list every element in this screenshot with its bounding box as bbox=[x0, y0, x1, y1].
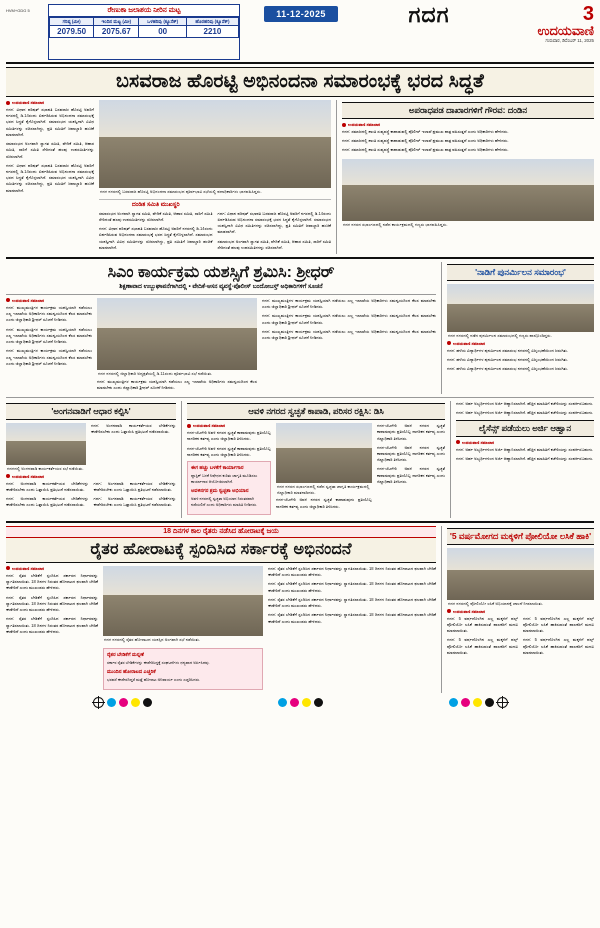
bullet-icon bbox=[6, 474, 10, 478]
bottom-body1: ಗದಗ: ರೈತರ ಬೇಡಿಕೆಗೆ ಸ್ಪಂದಿಸಿದ ಸರ್ಕಾರದ ನಿರ್ಧಾರವನ್ನು ಸ್ವಾಗತಿಸಲಾಯಿತು. 18 ದಿನಗಳ ನಿರಂತರ ಹೋರಾಟದ ಫಲವಾಗಿ ಬೇಡಿಕೆ ಈಡೇರಿದೆ ಎಂದು ಮುಖಂಡರು ಹೇಳಿದರು. bbox=[6, 572, 98, 591]
col-a-byline-label: ಉದಯವಾಣಿ ಸಮಾಚಾರ bbox=[12, 473, 45, 479]
side-mid-body1: ಗದಗ: ಹಳೆಯ ವಿದ್ಯಾರ್ಥಿಗಳ ಪುನರ್ಮಿಲನ ಸಮಾರಂಭ ನಗರದಲ್ಲಿ ವಿಜೃಂಭಣೆಯಿಂದ ಜರುಗಿತು. bbox=[447, 347, 569, 353]
bottom-right-photo bbox=[447, 548, 594, 600]
side-low-byline-label: ಉದಯವಾಣಿ ಸಮಾಚಾರ bbox=[462, 439, 495, 445]
section2-col3 bbox=[262, 298, 436, 394]
side-mid-body3: ಗದಗ: ಹಳೆಯ ವಿದ್ಯಾರ್ಥಿಗಳ ಪುನರ್ಮಿಲನ ಸಮಾರಂಭ ನಗರದಲ್ಲಿ ವಿಜೃಂಭಣೆಯಿಂದ ಜರುಗಿತು. bbox=[447, 366, 569, 372]
col-b-photo-caption: ಗದಗ ನಗರದ ಸಭಾಂಗಣದಲ್ಲಿ ನಡೆದ ಸ್ವಚ್ಛತಾ ಜಾಗೃತಿ ಕಾರ್ಯಕ್ರಮದಲ್ಲಿ ಜಿಲ್ಲಾಧಿಕಾರಿ ಮಾತನಾಡಿದರು. bbox=[277, 484, 370, 495]
bottom-kicker: 18 ದಿನಗಳ ಕಾಲ ರೈತರು ನಡೆಸಿದ ಹೋರಾಟಕ್ಕೆ ಜಯ bbox=[6, 526, 436, 538]
color-swatch-magenta bbox=[290, 698, 299, 707]
col-b-body2: ಗದಗ-ಬೆಟಗೇರಿ ಅವಳಿ ನಗರದ ಸ್ವಚ್ಛತೆ ಕಾಪಾಡುವುದು ಪ್ರತಿಯೊಬ್ಬ ನಾಗರಿಕನ ಕರ್ತವ್ಯ ಎಂದು ಜಿಲ್ಲಾಧಿಕಾರಿ ತಿಳಿಸಿದರು. bbox=[187, 445, 271, 457]
side-top-photo-caption: ಗದಗ ನಗರದ ಸಭಾಂಗಣದಲ್ಲಿ ನಡೆದ ಕಾರ್ಯಕ್ರಮದಲ್ಲಿ ಗಣ್ಯರು ಭಾಗವಹಿಸಿದ್ದರು. bbox=[343, 221, 448, 227]
bottom-highlight-box bbox=[103, 648, 263, 690]
lead-sub-col2 bbox=[218, 202, 332, 254]
side-top-body2: ಗದಗ: ಸಮಾಜದಲ್ಲಿ ಶಾಂತಿ ಸುವ್ಯವಸ್ಥೆ ಕಾಪಾಡುವಲ್ಲಿ ಪೊಲೀಸ್ ಇಲಾಖೆ ಪ್ರಮುಖ ಪಾತ್ರ ವಹಿಸುತ್ತದೆ ಎಂದು ಅಧಿಕಾರಿಗಳು ಹೇಳಿದರು. bbox=[342, 138, 509, 144]
bottom-right-byline bbox=[447, 609, 594, 614]
reservoir-val-max: 2079.50 bbox=[50, 26, 94, 38]
bottom-right-body3: ಗದಗ: 5 ವರ್ಷದೊಳಗಿನ ಎಲ್ಲ ಮಕ್ಕಳಿಗೆ ಪಲ್ಸ್ ಪೋಲಿಯೋ ಲಸಿಕೆ ಹಾಕಿಸುವಂತೆ ಪಾಲಕರಿಗೆ ಮನವಿ ಮಾಡಲಾಯಿತು. bbox=[523, 615, 594, 634]
bottom-body7: ಗದಗ: ರೈತರ ಬೇಡಿಕೆಗೆ ಸ್ಪಂದಿಸಿದ ಸರ್ಕಾರದ ನಿರ್ಧಾರವನ್ನು ಸ್ವಾಗತಿಸಲಾಯಿತು. 18 ದಿನಗಳ ನಿರಂತರ ಹೋರಾಟದ ಫಲವಾಗಿ ಬೇಡಿಕೆ ಈಡೇರಿದೆ ಎಂದು ಮುಖಂಡರು ಹೇಳಿದರು. bbox=[268, 612, 436, 624]
lead-sub-col1 bbox=[99, 202, 213, 254]
issue-date-label: 11-12-2025 bbox=[264, 6, 338, 22]
side-mid-byline bbox=[447, 341, 594, 346]
col-b-box-text-1: ಪ್ಲಾಸ್ಟಿಕ್ ಬಳಕೆ ನಿಷೇಧದ ಕುರಿತು ಜಾಗೃತಿ ಮೂಡಿಸಲು ಕಾರ್ಯಾಗಾರ ಆಯೋಜಿಸಲಾಗಿದೆ. bbox=[191, 472, 258, 484]
color-swatch-cyan bbox=[449, 698, 458, 707]
bullet-icon bbox=[447, 341, 451, 345]
lead-sub-body4: ಸಮಾರಂಭದ ಅಂಗವಾಗಿ ಸ್ವಾಗತ ಸಮಿತಿ, ವೇದಿಕೆ ಸಮಿತಿ, ಆಹಾರ ಸಮಿತಿ, ಸಾರಿಗೆ ಸಮಿತಿ ಸೇರಿದಂತೆ ಹಲವು ಉಪಸಮಿತಿಗಳನ್ನು ರಚಿಸಲಾಗಿದೆ. bbox=[217, 238, 331, 250]
side-top-byline bbox=[342, 122, 594, 127]
lead-byline bbox=[6, 100, 94, 105]
page-number: 3 bbox=[582, 3, 594, 25]
section2-col1 bbox=[6, 298, 92, 394]
side-top-photo bbox=[342, 159, 594, 221]
col-a-body3: ಗದಗ: ಅಂಗನವಾಡಿ ಕಾರ್ಯಕರ್ತೆಯರ ಬೇಡಿಕೆಗಳನ್ನು ಈಡೇರಿಸಬೇಕು ಎಂದು ಒತ್ತಾಯಿಸಿ ಪ್ರತಿಭಟನೆ ನಡೆಸಲಾಯಿತು. bbox=[93, 480, 176, 492]
bottom-box-title-1: ರೈತರ ಬೇಡಿಕೆಗೆ ಮನ್ನಣೆ bbox=[107, 651, 144, 658]
lead-body-p1: ಗದಗ: ವಿಧಾನ ಪರಿಷತ್ ಸಭಾಪತಿ ಬಸವರಾಜ ಹೊರಟ್ಟಿ ಅವರಿಗೆ ನಗರದಲ್ಲಿ ಡಿ.14ರಂದು ಏರ್ಪಡಿಸಿರುವ ಅಭಿನಂದನಾ ಸಮಾರಂಭಕ್ಕೆ ಭರದ ಸಿದ್ಧತೆ ಕೈಗೊಳ್ಳಲಾಗಿದೆ. ಸಮಾರಂಭದ ಯಶಸ್ವಿಗಾಗಿ ವಿವಿಧ ಸಮಿತಿಗಳನ್ನು ರಚಿಸಲಾಗಿದ್ದು, ಪ್ರತಿ ಸಮಿತಿಗೆ ಜವಾಬ್ದಾರಿ ಹಂಚಿಕೆ ಮಾಡಲಾಗಿದೆ. bbox=[6, 107, 94, 137]
col-a-body4: ಗದಗ: ಅಂಗನವಾಡಿ ಕಾರ್ಯಕರ್ತೆಯರ ಬೇಡಿಕೆಗಳನ್ನು ಈಡೇರಿಸಬೇಕು ಎಂದು ಒತ್ತಾಯಿಸಿ ಪ್ರತಿಭಟನೆ ನಡೆಸಲಾಯಿತು. bbox=[93, 496, 176, 508]
col-a-byline bbox=[6, 474, 176, 479]
side-top-headline: ಅಪರಾಧಪಡ ದಾಖಾರಗಳಿಗೆ ಗೌರವ: ದಂಡಿನ bbox=[342, 102, 594, 119]
bottom-block bbox=[6, 526, 594, 693]
color-registration-bar bbox=[6, 693, 594, 710]
col-b-body6: ಗದಗ-ಬೆಟಗೇರಿ ಅವಳಿ ನಗರದ ಸ್ವಚ್ಛತೆ ಕಾಪಾಡುವುದು ಪ್ರತಿಯೊಬ್ಬ ನಾಗರಿಕನ ಕರ್ತವ್ಯ ಎಂದು ಜಿಲ್ಲಾಧಿಕಾರಿ ತಿಳಿಸಿದರು. bbox=[377, 466, 445, 484]
lead-sub-body2: ಗದಗ: ವಿಧಾನ ಪರಿಷತ್ ಸಭಾಪತಿ ಬಸವರಾಜ ಹೊರಟ್ಟಿ ಅವರಿಗೆ ನಗರದಲ್ಲಿ ಡಿ.14ರಂದು ಏರ್ಪಡಿಸಿರುವ ಅಭಿನಂದನಾ ಸಮಾರಂಭಕ್ಕೆ ಭರದ ಸಿದ್ಧತೆ ಕೈಗೊಳ್ಳಲಾಗಿದೆ. ಸಮಾರಂಭದ ಯಶಸ್ವಿಗಾಗಿ ವಿವಿಧ ಸಮಿತಿಗಳನ್ನು ರಚಿಸಲಾಗಿದ್ದು, ಪ್ರತಿ ಸಮಿತಿಗೆ ಜವಾಬ್ದಾರಿ ಹಂಚಿಕೆ ಮಾಡಲಾಗಿದೆ. bbox=[99, 226, 213, 250]
color-swatch-cyan bbox=[107, 698, 116, 707]
reservoir-val-outflow: 2210 bbox=[186, 26, 238, 38]
lead-text-column bbox=[6, 100, 94, 254]
bottom-body2: ಗದಗ: ರೈತರ ಬೇಡಿಕೆಗೆ ಸ್ಪಂದಿಸಿದ ಸರ್ಕಾರದ ನಿರ್ಧಾರವನ್ನು ಸ್ವಾಗತಿಸಲಾಯಿತು. 18 ದಿನಗಳ ನಿರಂತರ ಹೋರಾಟದ ಫಲವಾಗಿ ಬೇಡಿಕೆ ಈಡೇರಿದೆ ಎಂದು ಮುಖಂಡರು ಹೇಳಿದರು. bbox=[6, 594, 98, 613]
section2-byline bbox=[6, 298, 92, 303]
bottom-right-story bbox=[441, 526, 594, 693]
reservoir-col-outflow: ಹೊರಹರಿವು (ಕ್ಯೂಸೆಕ್) bbox=[186, 18, 238, 26]
col-a-body1: ಗದಗ: ಅಂಗನವಾಡಿ ಕಾರ್ಯಕರ್ತೆಯರ ಬೇಡಿಕೆಗಳನ್ನು ಈಡೇರಿಸಬೇಕು ಎಂದು ಒತ್ತಾಯಿಸಿ ಪ್ರತಿಭಟನೆ ನಡೆಸಲಾಯಿತು. bbox=[6, 480, 89, 492]
city-name: ಗದಗ bbox=[408, 2, 450, 27]
lead-body-p2: ಸಮಾರಂಭದ ಅಂಗವಾಗಿ ಸ್ವಾಗತ ಸಮಿತಿ, ವೇದಿಕೆ ಸಮಿತಿ, ಆಹಾರ ಸಮಿತಿ, ಸಾರಿಗೆ ಸಮಿತಿ ಸೇರಿದಂತೆ ಹಲವು ಉಪಸಮಿತಿಗಳನ್ನು ರಚಿಸಲಾಗಿದೆ. bbox=[6, 141, 94, 159]
reservoir-table bbox=[48, 4, 240, 60]
col-a-body2: ಗದಗ: ಅಂಗನವಾಡಿ ಕಾರ್ಯಕರ್ತೆಯರ ಬೇಡಿಕೆಗಳನ್ನು ಈಡೇರಿಸಬೇಕು ಎಂದು ಒತ್ತಾಯಿಸಿ ಪ್ರತಿಭಟನೆ ನಡೆಸಲಾಯಿತು. bbox=[6, 496, 89, 508]
section2-body7: ಗದಗ: ಮುಖ್ಯಮಂತ್ರಿಗಳ ಕಾರ್ಯಕ್ರಮ ಯಶಸ್ವಿಯಾಗಿ ನಡೆಯಲು ಎಲ್ಲ ಇಲಾಖೆಯ ಅಧಿಕಾರಿಗಳು ಸಮನ್ವಯದಿಂದ ಕೆಲಸ ಮಾಡಬೇಕು ಎಂದು ಜಿಲ್ಲಾಧಿಕಾರಿ ಶ್ರೀಧರ್ ಸೂಚನೆ ನೀಡಿದರು. bbox=[262, 328, 436, 341]
side-low-body2: ಗದಗ: ಅರ್ಹ ಅಭ್ಯರ್ಥಿಗಳಿಂದ ಅರ್ಜಿ ಆಹ್ವಾನಿಸಲಾಗಿದೆ. ಹೆಚ್ಚಿನ ಮಾಹಿತಿಗೆ ಕಚೇರಿಯನ್ನು ಸಂಪರ್ಕಿಸಬಹುದು. bbox=[456, 455, 594, 461]
col-b-highlight-box bbox=[187, 461, 271, 515]
lead-headline: ಬಸವರಾಜ ಹೊರಟ್ಟಿ ಅಭಿನಂದನಾ ಸಮಾರಂಭಕ್ಕೆ ಭರದ ಸಿದ್ಧತೆ bbox=[115, 71, 485, 92]
bottom-byline-label: ಉದಯವಾಣಿ ಸಮಾಚಾರ bbox=[12, 565, 45, 571]
side-low-body1: ಗದಗ: ಅರ್ಹ ಅಭ್ಯರ್ಥಿಗಳಿಂದ ಅರ್ಜಿ ಆಹ್ವಾನಿಸಲಾಗಿದೆ. ಹೆಚ್ಚಿನ ಮಾಹಿತಿಗೆ ಕಚೇರಿಯನ್ನು ಸಂಪರ್ಕಿಸಬಹುದು. bbox=[456, 446, 594, 452]
bottom-right-photo-caption: ಗದಗ ನಗರದಲ್ಲಿ ಪೋಲಿಯೋ ಲಸಿಕೆ ಅಭಿಯಾನಕ್ಕೆ ಚಾಲನೆ ನೀಡಲಾಯಿತು. bbox=[448, 600, 544, 606]
bullet-icon bbox=[456, 440, 460, 444]
color-swatch-yellow bbox=[131, 698, 140, 707]
bullet-icon bbox=[6, 298, 10, 302]
bottom-photo-col bbox=[103, 566, 263, 693]
col-a-story bbox=[6, 401, 176, 518]
bottom-box-text-2: ಭರವಸೆ ಈಡೇರದಿದ್ದರೆ ಮತ್ತೆ ಹೋರಾಟ ಅನಿವಾರ್ಯ ಎಂದು ಎಚ್ಚರಿಸಿದರು. bbox=[107, 676, 201, 682]
bullet-icon bbox=[342, 123, 346, 127]
col-b-body3: ಗದಗ-ಬೆಟಗೇರಿ ಅವಳಿ ನಗರದ ಸ್ವಚ್ಛತೆ ಕಾಪಾಡುವುದು ಪ್ರತಿಯೊಬ್ಬ ನಾಗರಿಕನ ಕರ್ತವ್ಯ ಎಂದು ಜಿಲ್ಲಾಧಿಕಾರಿ ತಿಳಿಸಿದರು. bbox=[276, 497, 372, 509]
section2-body4: ಗದಗ: ಮುಖ್ಯಮಂತ್ರಿಗಳ ಕಾರ್ಯಕ್ರಮ ಯಶಸ್ವಿಯಾಗಿ ನಡೆಯಲು ಎಲ್ಲ ಇಲಾಖೆಯ ಅಧಿಕಾರಿಗಳು ಸಮನ್ವಯದಿಂದ ಕೆಲಸ ಮಾಡಬೇಕು ಎಂದು ಜಿಲ್ಲಾಧಿಕಾರಿ ಶ್ರೀಧರ್ ಸೂಚನೆ ನೀಡಿದರು. bbox=[97, 378, 257, 390]
section2-photo-caption: ಗದಗ ನಗರದಲ್ಲಿ ಜಿಲ್ಲಾಧಿಕಾರಿ ಅಧ್ಯಕ್ಷತೆಯಲ್ಲಿ ಡಿ.11ರಂದು ಪೂರ್ವಭಾವಿ ಸಭೆ ನಡೆಯಿತು. bbox=[98, 370, 213, 376]
bottom-right-body2: ಗದಗ: 5 ವರ್ಷದೊಳಗಿನ ಎಲ್ಲ ಮಕ್ಕಳಿಗೆ ಪಲ್ಸ್ ಪೋಲಿಯೋ ಲಸಿಕೆ ಹಾಕಿಸುವಂತೆ ಪಾಲಕರಿಗೆ ಮನವಿ ಮಾಡಲಾಯಿತು. bbox=[447, 637, 518, 655]
bottom-byline bbox=[6, 566, 98, 571]
side-top-body1: ಗದಗ: ಸಮಾಜದಲ್ಲಿ ಶಾಂತಿ ಸುವ್ಯವಸ್ಥೆ ಕಾಪಾಡುವಲ್ಲಿ ಪೊಲೀಸ್ ಇಲಾಖೆ ಪ್ರಮುಖ ಪಾತ್ರ ವಹಿಸುತ್ತದೆ ಎಂದು ಅಧಿಕಾರಿಗಳು ಹೇಳಿದರು. bbox=[342, 129, 509, 134]
col-a-photo bbox=[6, 423, 86, 465]
section2-body6: ಗದಗ: ಮುಖ್ಯಮಂತ್ರಿಗಳ ಕಾರ್ಯಕ್ರಮ ಯಶಸ್ವಿಯಾಗಿ ನಡೆಯಲು ಎಲ್ಲ ಇಲಾಖೆಯ ಅಧಿಕಾರಿಗಳು ಸಮನ್ವಯದಿಂದ ಕೆಲಸ ಮಾಡಬೇಕು ಎಂದು ಜಿಲ್ಲಾಧಿಕಾರಿ ಶ್ರೀಧರ್ ಸೂಚನೆ ನೀಡಿದರು. bbox=[262, 313, 436, 325]
bottom-headline: ರೈತರ ಹೋರಾಟಕ್ಕೆ ಸ್ಪಂದಿಸಿದ ಸರ್ಕಾರಕ್ಕೆ ಅಭಿನಂದನೆ bbox=[90, 540, 352, 558]
bottom-photo bbox=[103, 566, 263, 636]
col-b-headline: ಆವಳಿ ನಗರದ ಸ್ವಚ್ಛತೆ ಕಾಪಾಡಿ, ಪರಿಸರ ರಕ್ಷಿಸಿ: ಡಿಸಿ bbox=[187, 403, 445, 420]
col-b-body4: ಗದಗ-ಬೆಟಗೇರಿ ಅವಳಿ ನಗರದ ಸ್ವಚ್ಛತೆ ಕಾಪಾಡುವುದು ಪ್ರತಿಯೊಬ್ಬ ನಾಗರಿಕನ ಕರ್ತವ್ಯ ಎಂದು ಜಿಲ್ಲಾಧಿಕಾರಿ ತಿಳಿಸಿದರು. bbox=[377, 423, 445, 441]
side-top-text bbox=[342, 122, 594, 157]
bottom-right-headline: '5 ವರ್ಷಮೋಗದ ಮಕ್ಕಳಿಗೆ ಪೋಲಿಯೋ ಲಸಿಕೆ ಹಾಕಿ' bbox=[447, 528, 594, 545]
issue-date bbox=[246, 4, 356, 60]
lead-sub-body1: ಸಮಾರಂಭದ ಅಂಗವಾಗಿ ಸ್ವಾಗತ ಸಮಿತಿ, ವೇದಿಕೆ ಸಮಿತಿ, ಆಹಾರ ಸಮಿತಿ, ಸಾರಿಗೆ ಸಮಿತಿ ಸೇರಿದಂತೆ ಹಲವು ಉಪಸಮಿತಿಗಳನ್ನು ರಚಿಸಲಾಗಿದೆ. bbox=[99, 210, 213, 222]
bottom-box-title-2: ಮುಂದಿನ ಹೋರಾಟದ ಎಚ್ಚರಿಕೆ bbox=[107, 668, 156, 675]
col-b-photo bbox=[276, 423, 372, 483]
lead-photo bbox=[99, 100, 331, 188]
publication-name: ಉದಯವಾಣಿ bbox=[537, 23, 594, 38]
col-a-photo-caption: ಗದಗದಲ್ಲಿ ಅಂಗನವಾಡಿ ಕಾರ್ಯಕರ್ತೆಯರ ಸಭೆ ನಡೆಯಿತು. bbox=[7, 466, 84, 472]
bottom-right-byline-label: ಉದಯವಾಣಿ ಸಮಾಚಾರ bbox=[453, 608, 486, 614]
registration-mark-icon bbox=[93, 697, 104, 708]
bottom-body5: ಗದಗ: ರೈತರ ಬೇಡಿಕೆಗೆ ಸ್ಪಂದಿಸಿದ ಸರ್ಕಾರದ ನಿರ್ಧಾರವನ್ನು ಸ್ವಾಗತಿಸಲಾಯಿತು. 18 ದಿನಗಳ ನಿರಂತರ ಹೋರಾಟದ ಫಲವಾಗಿ ಬೇಡಿಕೆ ಈಡೇರಿದೆ ಎಂದು ಮುಖಂಡರು ಹೇಳಿದರು. bbox=[268, 581, 436, 593]
col-b-box-text-2: ಅವಳಿ ನಗರದಲ್ಲಿ ಸ್ವಚ್ಛತಾ ಅಭಿಯಾನ ನಿರಂತರವಾಗಿ ನಡೆಯಲಿದೆ ಎಂದು ಅಧಿಕಾರಿಗಳು ಮಾಹಿತಿ ನೀಡಿದರು. bbox=[191, 495, 258, 507]
lead-body bbox=[6, 107, 94, 194]
section2-headline: ಸಿಎಂ ಕಾರ್ಯಕ್ರಮ ಯಶಸ್ಸಿಗೆ ಶ್ರಮಿಸಿ: ಶ್ರೀಧರ್ bbox=[107, 263, 335, 281]
bottom-box-text-1: ಸರ್ಕಾರ ರೈತರ ಬೇಡಿಕೆಗಳನ್ನು ಈಡೇರಿಸಿದ್ದಕ್ಕೆ ಸಂಘಟನೆಗಳು ಧನ್ಯವಾದ ಅರ್ಪಿಸಿದವು. bbox=[107, 659, 210, 665]
side-mid-headline: 'ನಾಡಿಗೆ ಪುನರ್ಮಿಲನ ಸಮಾರಂಭ' bbox=[447, 264, 594, 281]
bullet-icon bbox=[447, 609, 451, 613]
col-b-byline bbox=[187, 423, 271, 428]
publication-date: ಗುರುವಾರ, ಡಿಸೆಂಬರ್ 11, 2025 bbox=[545, 38, 594, 44]
bottom-body4: ಗದಗ: ರೈತರ ಬೇಡಿಕೆಗೆ ಸ್ಪಂದಿಸಿದ ಸರ್ಕಾರದ ನಿರ್ಧಾರವನ್ನು ಸ್ವಾಗತಿಸಲಾಯಿತು. 18 ದಿನಗಳ ನಿರಂತರ ಹೋರಾಟದ ಫಲವಾಗಿ ಬೇಡಿಕೆ ಈಡೇರಿದೆ ಎಂದು ಮುಖಂಡರು ಹೇಳಿದರು. bbox=[268, 565, 436, 578]
col-b-byline-label: ಉದಯವಾಣಿ ಸಮಾಚಾರ bbox=[193, 423, 226, 429]
bullet-icon bbox=[187, 424, 191, 428]
color-swatch-yellow bbox=[473, 698, 482, 707]
section2-block bbox=[6, 262, 594, 394]
section2-body3: ಗದಗ: ಮುಖ್ಯಮಂತ್ರಿಗಳ ಕಾರ್ಯಕ್ರಮ ಯಶಸ್ವಿಯಾಗಿ ನಡೆಯಲು ಎಲ್ಲ ಇಲಾಖೆಯ ಅಧಿಕಾರಿಗಳು ಸಮನ್ವಯದಿಂದ ಕೆಲಸ ಮಾಡಬೇಕು ಎಂದು ಜಿಲ್ಲಾಧಿಕಾರಿ ಶ್ರೀಧರ್ ಸೂಚನೆ ನೀಡಿದರು. bbox=[6, 348, 92, 366]
col-a-headline: 'ಅಂಗನವಾಡಿಗೆ ಆಧಾರ ಕಲ್ಪಿಸಿ' bbox=[6, 403, 176, 420]
side-low-story bbox=[450, 401, 594, 518]
color-swatch-magenta bbox=[461, 698, 470, 707]
lead-headline-banner bbox=[6, 67, 594, 97]
color-swatch-magenta bbox=[119, 698, 128, 707]
section2-body2: ಗದಗ: ಮುಖ್ಯಮಂತ್ರಿಗಳ ಕಾರ್ಯಕ್ರಮ ಯಶಸ್ವಿಯಾಗಿ ನಡೆಯಲು ಎಲ್ಲ ಇಲಾಖೆಯ ಅಧಿಕಾರಿಗಳು ಸಮನ್ವಯದಿಂದ ಕೆಲಸ ಮಾಡಬೇಕು ಎಂದು ಜಿಲ್ಲಾಧಿಕಾರಿ ಶ್ರೀಧರ್ ಸೂಚನೆ ನೀಡಿದರು. bbox=[6, 326, 92, 345]
side-low-byline bbox=[456, 440, 594, 445]
side-top-story bbox=[336, 100, 594, 254]
color-swatch-black bbox=[314, 698, 323, 707]
reservoir-table-title: ರೇಣುಕಾ ಜಲಾಶಯ ನೀರಿನ ಮಟ್ಟ bbox=[49, 5, 239, 17]
lead-byline-label: ಉದಯವಾಣಿ ಸಮಾಚಾರ bbox=[12, 100, 45, 105]
reservoir-col-max: ಗರಿಷ್ಠ (ಮೀ) bbox=[50, 18, 94, 26]
color-swatch-black bbox=[143, 698, 152, 707]
section2-body5: ಗದಗ: ಮುಖ್ಯಮಂತ್ರಿಗಳ ಕಾರ್ಯಕ್ರಮ ಯಶಸ್ವಿಯಾಗಿ ನಡೆಯಲು ಎಲ್ಲ ಇಲಾಖೆಯ ಅಧಿಕಾರಿಗಳು ಸಮನ್ವಯದಿಂದ ಕೆಲಸ ಮಾಡಬೇಕು ಎಂದು ಜಿಲ್ಲಾಧಿಕಾರಿ ಶ್ರೀಧರ್ ಸೂಚನೆ ನೀಡಿದರು. bbox=[262, 297, 436, 310]
side-low-body00: ಗದಗ: ಅರ್ಹ ಅಭ್ಯರ್ಥಿಗಳಿಂದ ಅರ್ಜಿ ಆಹ್ವಾನಿಸಲಾಗಿದೆ. ಹೆಚ್ಚಿನ ಮಾಹಿತಿಗೆ ಕಚೇರಿಯನ್ನು ಸಂಪರ್ಕಿಸಬಹುದು. bbox=[456, 410, 594, 416]
side-mid-body2: ಗದಗ: ಹಳೆಯ ವಿದ್ಯಾರ್ಥಿಗಳ ಪುನರ್ಮಿಲನ ಸಮಾರಂಭ ನಗರದಲ್ಲಿ ವಿಜೃಂಭಣೆಯಿಂದ ಜರುಗಿತು. bbox=[447, 356, 569, 362]
side-top-byline-label: ಉದಯವಾಣಿ ಸಮಾಚಾರ bbox=[348, 122, 381, 127]
registration-mark-icon bbox=[497, 697, 508, 708]
top-block bbox=[6, 100, 594, 254]
bottom-headline-banner bbox=[6, 538, 436, 563]
col-b-box-title-1: ಈಗ ಹಚ್ಚು ಬಳಕೆಗೆ ಕಾರ್ಯಾಗಾರ bbox=[191, 464, 244, 471]
side-mid-photo-caption: ಗದಗ ನಗರದಲ್ಲಿ ನಡೆದ ಪುನರ್ಮಿಲನ ಸಮಾರಂಭದಲ್ಲಿ ಗಣ್ಯರು ಪಾಲ್ಗೊಂಡಿದ್ದರು. bbox=[448, 332, 552, 338]
lead-photo-caption: ಗದಗ ನಗರದಲ್ಲಿ ಬಸವರಾಜ ಹೊರಟ್ಟಿ ಅಭಿನಂದನಾ ಸಮಾರಂಭದ ಪೂರ್ವಭಾವಿ ಸಭೆಯಲ್ಲಿ ಪದಾಧಿಕಾರಿಗಳು ಭಾಗವಹಿಸಿದ್ದರು. bbox=[100, 189, 262, 194]
section2-main bbox=[6, 262, 436, 394]
reservoir-col-inflow: ಒಳಹರಿವು (ಕ್ಯೂಸೆಕ್) bbox=[139, 18, 186, 26]
bullet-icon bbox=[6, 101, 10, 105]
side-mid-photo bbox=[447, 284, 594, 332]
reservoir-col-today: ಇಂದಿನ ಮಟ್ಟ (ಮೀ) bbox=[94, 18, 139, 26]
city-logo bbox=[356, 4, 502, 60]
side-mid-story bbox=[441, 262, 594, 394]
lead-body-p3: ಗದಗ: ವಿಧಾನ ಪರಿಷತ್ ಸಭಾಪತಿ ಬಸವರಾಜ ಹೊರಟ್ಟಿ ಅವರಿಗೆ ನಗರದಲ್ಲಿ ಡಿ.14ರಂದು ಏರ್ಪಡಿಸಿರುವ ಅಭಿನಂದನಾ ಸಮಾರಂಭಕ್ಕೆ ಭರದ ಸಿದ್ಧತೆ ಕೈಗೊಳ್ಳಲಾಗಿದೆ. ಸಮಾರಂಭದ ಯಶಸ್ವಿಗಾಗಿ ವಿವಿಧ ಸಮಿತಿಗಳನ್ನು ರಚಿಸಲಾಗಿದ್ದು, ಪ್ರತಿ ಸಮಿತಿಗೆ ಜವಾಬ್ದಾರಿ ಹಂಚಿಕೆ ಮಾಡಲಾಗಿದೆ. bbox=[6, 162, 94, 193]
color-swatch-cyan bbox=[278, 698, 287, 707]
section2-photo bbox=[97, 298, 257, 370]
side-low-headline: ಲೈಸೆನ್ಸ್ ಪಡೆಯಲು ಅರ್ಜಿ ಆಹ್ವಾನ bbox=[456, 420, 594, 437]
bottom-photo-caption: ಗದಗ ನಗರದಲ್ಲಿ ರೈತರ ಹೋರಾಟದ ಯಶಸ್ಸಿನ ಅಂಗವಾಗಿ ಸಭೆ ನಡೆಯಿತು. bbox=[104, 636, 201, 642]
edition-code: HVM+GDG 5 bbox=[6, 8, 30, 13]
color-swatch-yellow bbox=[302, 698, 311, 707]
bottom-body3: ಗದಗ: ರೈತರ ಬೇಡಿಕೆಗೆ ಸ್ಪಂದಿಸಿದ ಸರ್ಕಾರದ ನಿರ್ಧಾರವನ್ನು ಸ್ವಾಗತಿಸಲಾಯಿತು. 18 ದಿನಗಳ ನಿರಂತರ ಹೋರಾಟದ ಫಲವಾಗಿ ಬೇಡಿಕೆ ಈಡೇರಿದೆ ಎಂದು ಮುಖಂಡರು ಹೇಳಿದರು. bbox=[6, 616, 98, 634]
bottom-right-body1: ಗದಗ: 5 ವರ್ಷದೊಳಗಿನ ಎಲ್ಲ ಮಕ್ಕಳಿಗೆ ಪಲ್ಸ್ ಪೋಲಿಯೋ ಲಸಿಕೆ ಹಾಕಿಸುವಂತೆ ಪಾಲಕರಿಗೆ ಮನವಿ ಮಾಡಲಾಯಿತು. bbox=[447, 615, 518, 634]
col-b-box-title-2: ಅವಳಿನಗರ ಶ್ರಮ ಸ್ವಚ್ಛತಾ ಅಭಿಯಾನ bbox=[191, 487, 249, 494]
section2-byline-label: ಉದಯವಾಣಿ ಸಮಾಚಾರ bbox=[12, 297, 45, 303]
section2-body1: ಗದಗ: ಮುಖ್ಯಮಂತ್ರಿಗಳ ಕಾರ್ಯಕ್ರಮ ಯಶಸ್ವಿಯಾಗಿ ನಡೆಯಲು ಎಲ್ಲ ಇಲಾಖೆಯ ಅಧಿಕಾರಿಗಳು ಸಮನ್ವಯದಿಂದ ಕೆಲಸ ಮಾಡಬೇಕು ಎಂದು ಜಿಲ್ಲಾಧಿಕಾರಿ ಶ್ರೀಧರ್ ಸೂಚನೆ ನೀಡಿದರು. bbox=[6, 304, 92, 323]
section2-dek: ಶಿಕ್ಷಣಾವಾದ ಉಬ್ಬುಘಾಪನೆಗಾಗಿದಲ್ಲಿ • ವೇದಿಕೆ-ಆಸನ ವ್ಯವಸ್ಥೆ-ಪೊಲೀಸ್ ಬಂದೋಬಸ್ತ್ ಅಧಿಕಾರಿಗಳಿಗೆ ಸೂಚನೆ bbox=[119, 283, 323, 290]
col-a-body0: ಗದಗ: ಅಂಗನವಾಡಿ ಕಾರ್ಯಕರ್ತೆಯರ ಬೇಡಿಕೆಗಳನ್ನು ಈಡೇರಿಸಬೇಕು ಎಂದು ಒತ್ತಾಯಿಸಿ ಪ್ರತಿಭಟನೆ ನಡೆಸಲಾಯಿತು. bbox=[91, 423, 176, 435]
side-mid-byline-label: ಉದಯವಾಣಿ ಸಮಾಚಾರ bbox=[453, 340, 486, 346]
bottom-col1 bbox=[6, 566, 98, 693]
side-top-body3: ಗದಗ: ಸಮಾಜದಲ್ಲಿ ಶಾಂತಿ ಸುವ್ಯವಸ್ಥೆ ಕಾಪಾಡುವಲ್ಲಿ ಪೊಲೀಸ್ ಇಲಾಖೆ ಪ್ರಮುಖ ಪಾತ್ರ ವಹಿಸುತ್ತದೆ ಎಂದು ಅಧಿಕಾರಿಗಳು ಹೇಳಿದರು. bbox=[342, 147, 509, 153]
col-b-story bbox=[181, 401, 445, 518]
bottom-body6: ಗದಗ: ರೈತರ ಬೇಡಿಕೆಗೆ ಸ್ಪಂದಿಸಿದ ಸರ್ಕಾರದ ನಿರ್ಧಾರವನ್ನು ಸ್ವಾಗತಿಸಲಾಯಿತು. 18 ದಿನಗಳ ನಿರಂತರ ಹೋರಾಟದ ಫಲವಾಗಿ ಬೇಡಿಕೆ ಈಡೇರಿದೆ ಎಂದು ಮುಖಂಡರು ಹೇಳಿದರು. bbox=[268, 596, 436, 609]
bullet-icon bbox=[6, 566, 10, 570]
reservoir-val-today: 2075.67 bbox=[94, 26, 139, 38]
col-b-body1: ಗದಗ-ಬೆಟಗೇರಿ ಅವಳಿ ನಗರದ ಸ್ವಚ್ಛತೆ ಕಾಪಾಡುವುದು ಪ್ರತಿಯೊಬ್ಬ ನಾಗರಿಕನ ಕರ್ತವ್ಯ ಎಂದು ಜಿಲ್ಲಾಧಿಕಾರಿ ತಿಳಿಸಿದರು. bbox=[187, 430, 271, 442]
masthead-right bbox=[502, 4, 594, 60]
lead-photo-column bbox=[99, 100, 331, 254]
side-low-body0: ಗದಗ: ಅರ್ಹ ಅಭ್ಯರ್ಥಿಗಳಿಂದ ಅರ್ಜಿ ಆಹ್ವಾನಿಸಲಾಗಿದೆ. ಹೆಚ್ಚಿನ ಮಾಹಿತಿಗೆ ಕಚೇರಿಯನ್ನು ಸಂಪರ್ಕಿಸಬಹುದು. bbox=[456, 401, 594, 407]
lead-sub-body3: ಗದಗ: ವಿಧಾನ ಪರಿಷತ್ ಸಭಾಪತಿ ಬಸವರಾಜ ಹೊರಟ್ಟಿ ಅವರಿಗೆ ನಗರದಲ್ಲಿ ಡಿ.14ರಂದು ಏರ್ಪಡಿಸಿರುವ ಅಭಿನಂದನಾ ಸಮಾರಂಭಕ್ಕೆ ಭರದ ಸಿದ್ಧತೆ ಕೈಗೊಳ್ಳಲಾಗಿದೆ. ಸಮಾರಂಭದ ಯಶಸ್ವಿಗಾಗಿ ವಿವಿಧ ಸಮಿತಿಗಳನ್ನು ರಚಿಸಲಾಗಿದ್ದು, ಪ್ರತಿ ಸಮಿತಿಗೆ ಜವಾಬ್ದಾರಿ ಹಂಚಿಕೆ ಮಾಡಲಾಗಿದೆ. bbox=[217, 210, 331, 235]
masthead bbox=[6, 4, 594, 64]
bottom-right-body4: ಗದಗ: 5 ವರ್ಷದೊಳಗಿನ ಎಲ್ಲ ಮಕ್ಕಳಿಗೆ ಪಲ್ಸ್ ಪೋಲಿಯೋ ಲಸಿಕೆ ಹಾಕಿಸುವಂತೆ ಪಾಲಕರಿಗೆ ಮನವಿ ಮಾಡಲಾಯಿತು. bbox=[523, 637, 594, 655]
section2-photo-col bbox=[97, 298, 257, 394]
mid-row bbox=[6, 401, 594, 518]
reservoir-val-inflow: 00 bbox=[139, 26, 186, 38]
bottom-col3 bbox=[268, 566, 436, 693]
lead-subhead: ದಂಡಿತ ಸಮಿತಿ ಮುಖಸ್ಥರಿ bbox=[131, 201, 180, 208]
bottom-main bbox=[6, 526, 436, 693]
color-swatch-black bbox=[485, 698, 494, 707]
col-b-body5: ಗದಗ-ಬೆಟಗೇರಿ ಅವಳಿ ನಗರದ ಸ್ವಚ್ಛತೆ ಕಾಪಾಡುವುದು ಪ್ರತಿಯೊಬ್ಬ ನಾಗರಿಕನ ಕರ್ತವ್ಯ ಎಂದು ಜಿಲ್ಲಾಧಿಕಾರಿ ತಿಳಿಸಿದರು. bbox=[377, 444, 445, 463]
